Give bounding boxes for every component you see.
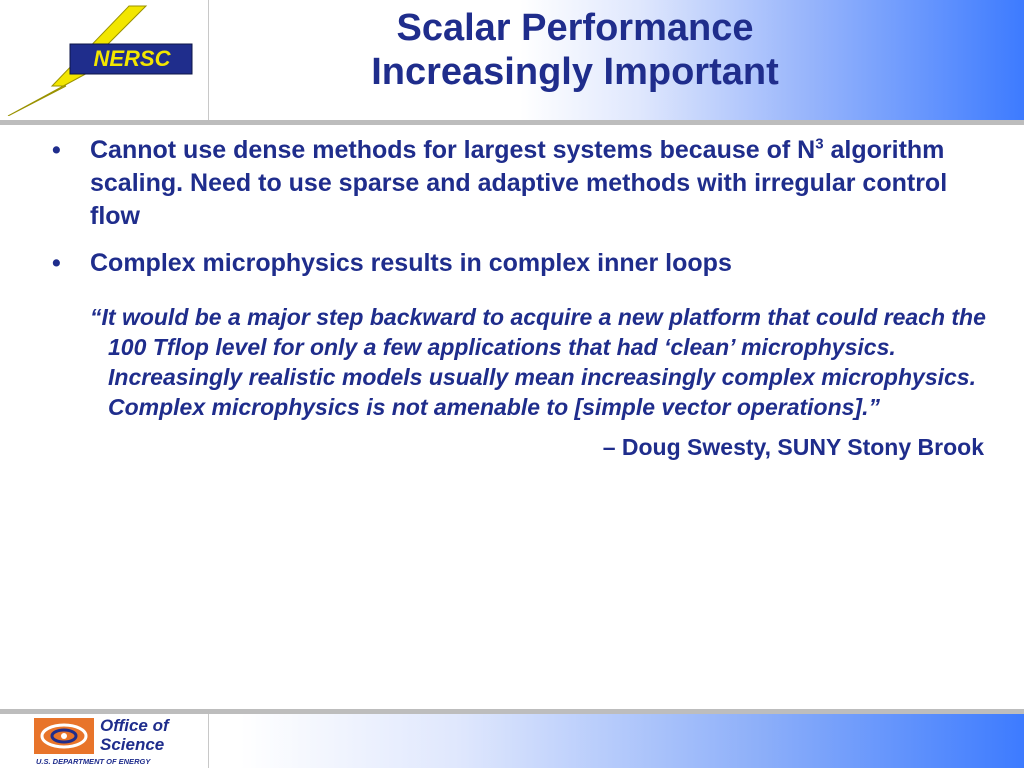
bullet-marker: • — [52, 136, 61, 164]
bullet-text-continued: algorithm scaling. Need to use sparse and adaptive methods with irregular control flow — [90, 136, 948, 230]
superscript: 3 — [815, 135, 824, 153]
bullet-item — [42, 247, 992, 280]
office-of-science-emblem-icon — [34, 718, 94, 754]
bullet-item — [42, 134, 992, 233]
page-title — [230, 6, 920, 94]
title-line-1: Scalar Performance — [396, 7, 754, 49]
quote-attribution: – Doug Swesty, SUNY Stony Brook — [602, 434, 984, 460]
title-line-2: Increasingly Important — [371, 51, 779, 93]
nersc-logo-text: NERSC — [93, 46, 171, 71]
nersc-logo-icon — [4, 4, 200, 116]
logo-separator — [208, 0, 209, 120]
oos-line-2: Science — [100, 735, 165, 754]
office-of-science-name — [100, 716, 169, 754]
bullet-text: Complex microphysics results in complex inner loops — [90, 249, 732, 277]
oos-line-1: Office of — [100, 716, 169, 735]
header-divider — [0, 120, 1024, 125]
quote-text: “It would be a major step backward to acquire a new platform that could reach the 100 Tflop level for only a few applications that had ‘clean’ microphysics. Increasingly realistic models usually mean increasingly complex microphysics. Complex microphysics is not amenable to [simple vector operations].” — [90, 304, 986, 420]
footer-separator — [208, 714, 209, 768]
bullet-marker: • — [52, 249, 61, 277]
department-label: U.S. DEPARTMENT OF ENERGY — [36, 757, 151, 766]
office-of-science-logo — [34, 716, 204, 768]
bullet-text: Cannot use dense methods for largest systems because of N — [90, 136, 816, 164]
slide-body — [42, 134, 992, 462]
bullet-list — [42, 134, 992, 280]
